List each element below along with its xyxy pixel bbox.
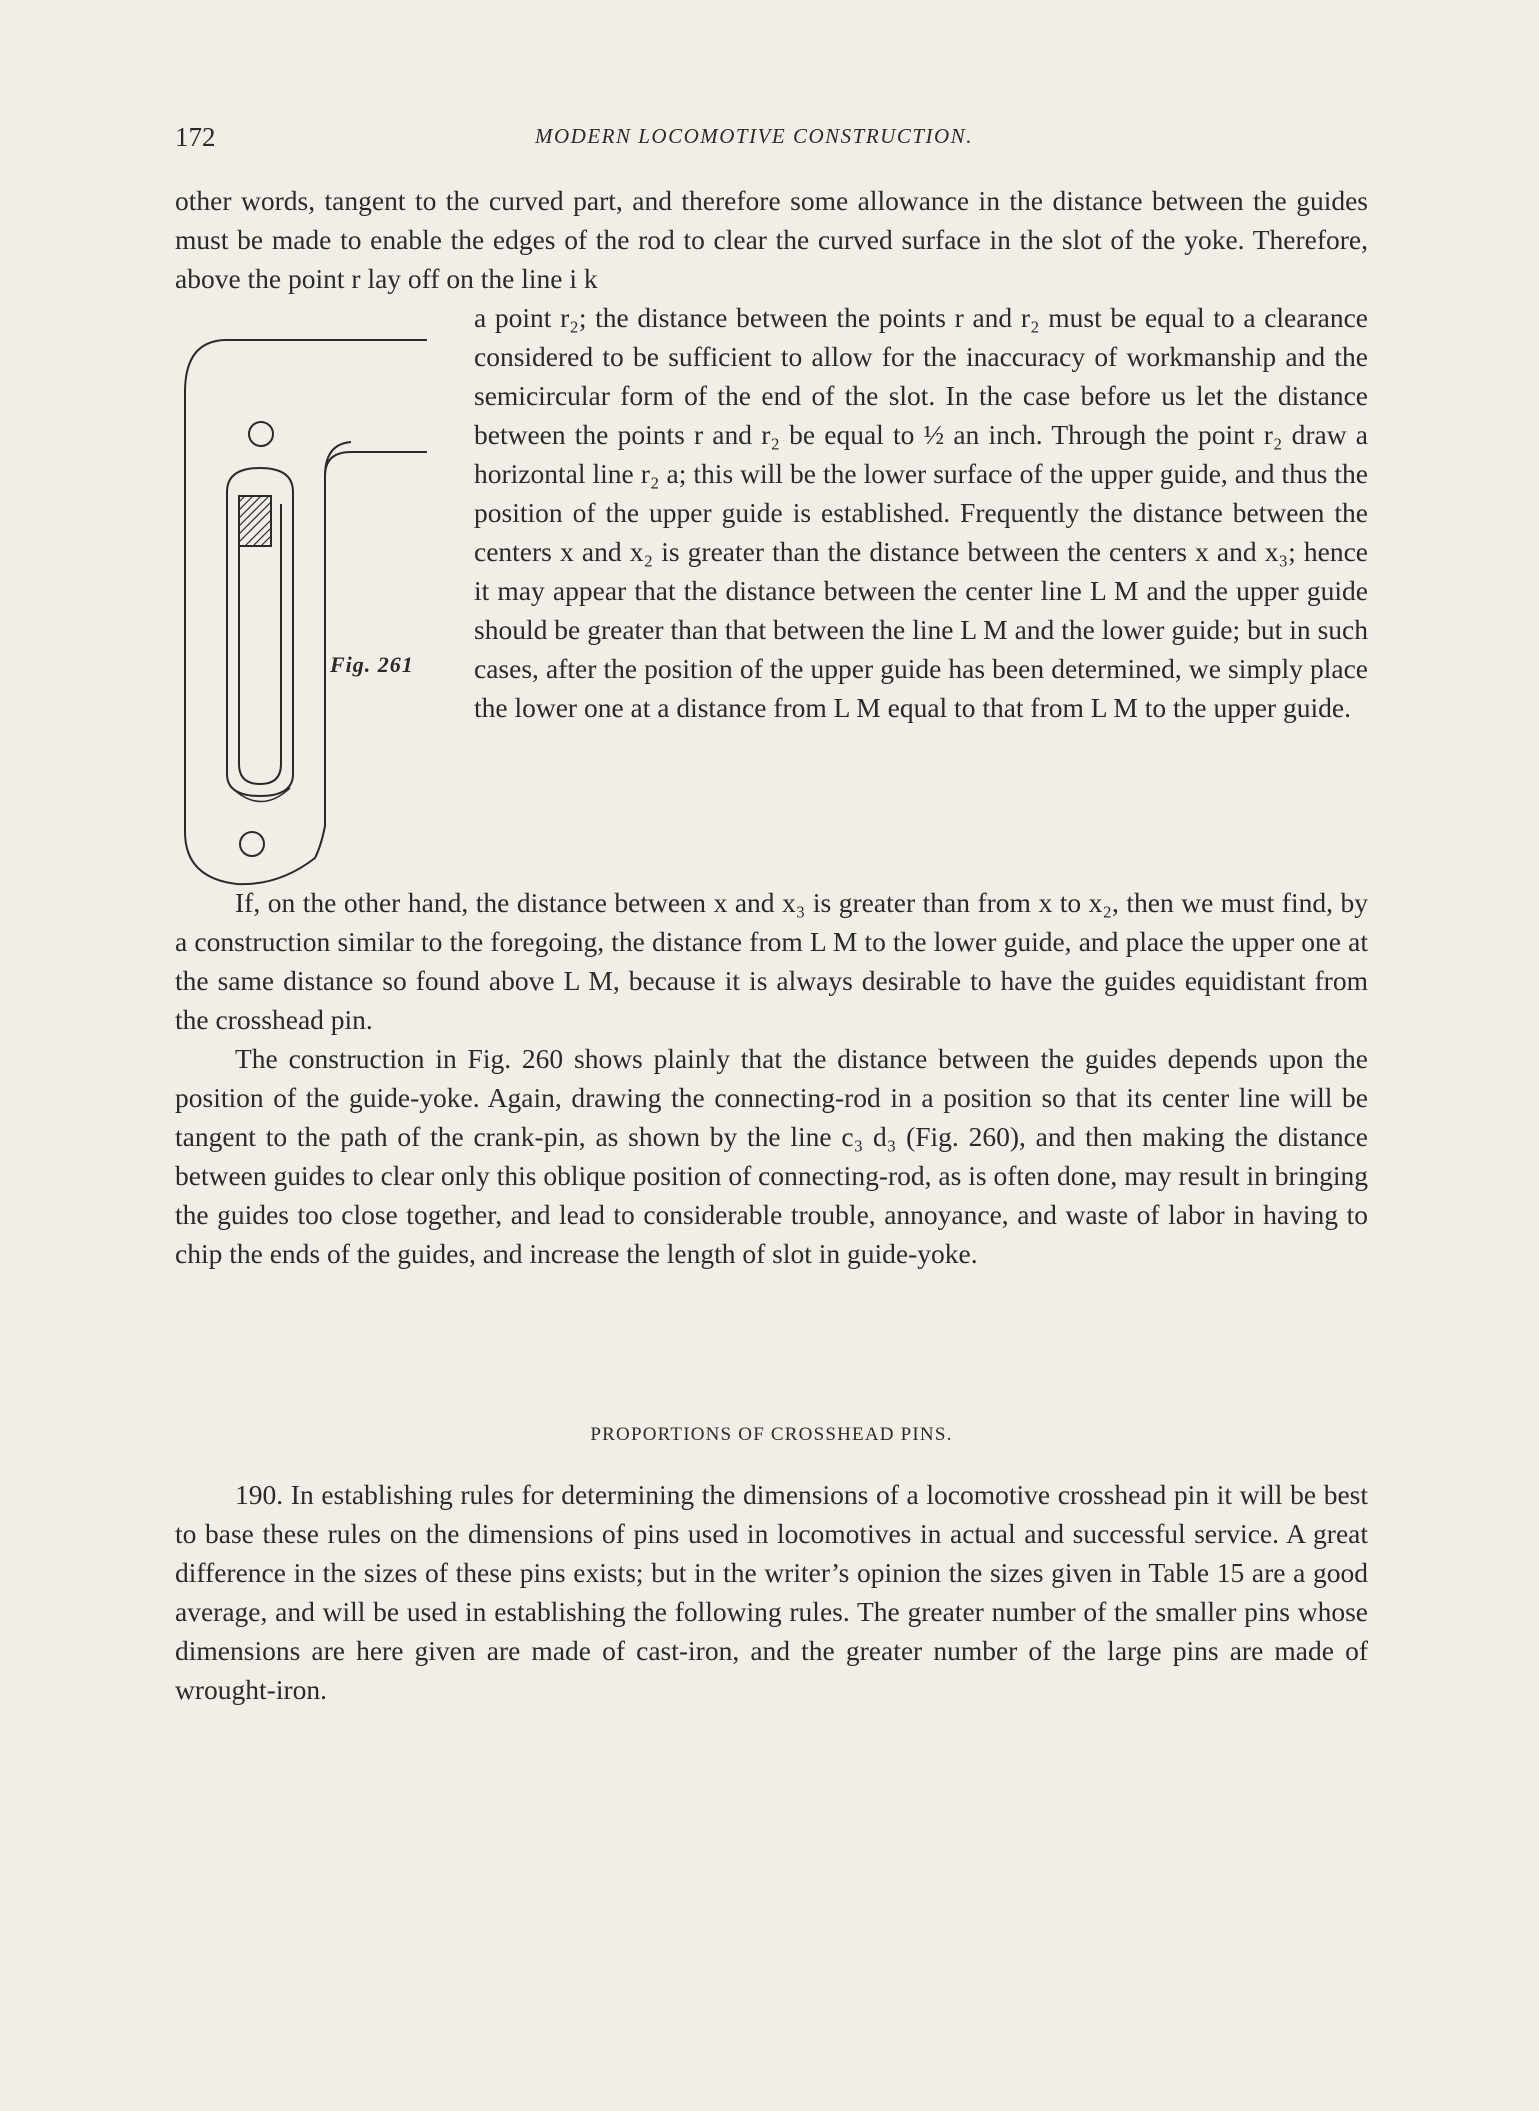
page-number: 172 <box>175 122 216 152</box>
section-heading: PROPORTIONS OF CROSSHEAD PINS. <box>590 1424 953 1445</box>
guide-yoke-drawing <box>175 326 435 896</box>
figure-261 <box>175 326 435 896</box>
paragraph: 190. In establishing rules for determining the dimensions of a locomotive crosshead pin it will be best to base these rules on the dimensions of pins used in locomotives in actual and successful service. A great difference in the sizes of these pins exists; but in the writer’s opinion the sizes given in Table 15 are a good average, and will be used in establishing the following rules. The greater number of the smaller pins whose dimensions are here given are made of cast-iron, and the greater number of the large pins are made of wrought-iron. <box>175 1479 1368 1705</box>
text-block-top <box>175 181 1368 298</box>
figure-caption: Fig. 261 <box>330 652 414 677</box>
bolt-hole-bottom <box>240 832 264 856</box>
slot-outline <box>227 468 293 796</box>
text-block-main <box>175 883 1368 1273</box>
paragraph: a point r₂; the distance between the points r and r₂ must be equal to a clearance considered to be sufficient to allow for the inaccuracy of workmanship and the semicircular form of the end of the slot. In the case before us let the distance between the points r and r₂ be equal to ½ an inch. Through the point r₂ draw a horizontal line r₂ a; this will be the lower surface of the upper guide, and thus the position of the upper guide is established. Frequently the distance between the centers x and x₂ is greater than the distance between the centers x and x₃; hence it may appear that the distance between the center line L M and the upper guide should be greater than that between the line L M and the lower guide; but in such cases, after the position of the upper guide has been determined, we simply place the lower one at a distance from L M equal to that from L M to the upper guide. <box>474 302 1368 723</box>
text-block-bottom <box>175 1475 1368 1709</box>
paragraph: The construction in Fig. 260 shows plainly that the distance between the guides depends upon the position of the guide-yoke. Again, drawing the connecting-rod in a position so that its center line will be tangent to the path of the crank-pin, as shown by the line c₃ d₃ (Fig. 260), and then making the distance between guides to clear only this oblique position of connecting-rod, as is often done, may result in bringing the guides too close together, and lead to considerable trouble, annoyance, and waste of labor in having to chip the ends of the guides, and increase the length of slot in guide-yoke. <box>175 1043 1368 1269</box>
yoke-outer-outline <box>185 340 427 884</box>
paragraph: other words, tangent to the curved part, and therefore some allowance in the distance between the guides must be made to enable the edges of the rod to clear the curved surface in the slot of the yoke. Therefore, above the point r lay off on the line i k <box>175 185 1368 294</box>
bolt-hole-top <box>249 422 273 446</box>
text-block-wrapped <box>474 298 1368 727</box>
yoke-inner-curve <box>325 442 351 476</box>
running-title: MODERN LOCOMOTIVE CONSTRUCTION. <box>535 124 973 148</box>
bottom-slot-curve <box>230 786 290 802</box>
hatch-lines <box>239 496 271 546</box>
paragraph: If, on the other hand, the distance between x and x₃ is greater than from x to x₂, then we must find, by a construction similar to the foregoing, the distance from L M to the lower guide, and place the upper one at the same distance so found above L M, because it is always desirable to have the guides equidistant from the crosshead pin. <box>175 887 1368 1035</box>
